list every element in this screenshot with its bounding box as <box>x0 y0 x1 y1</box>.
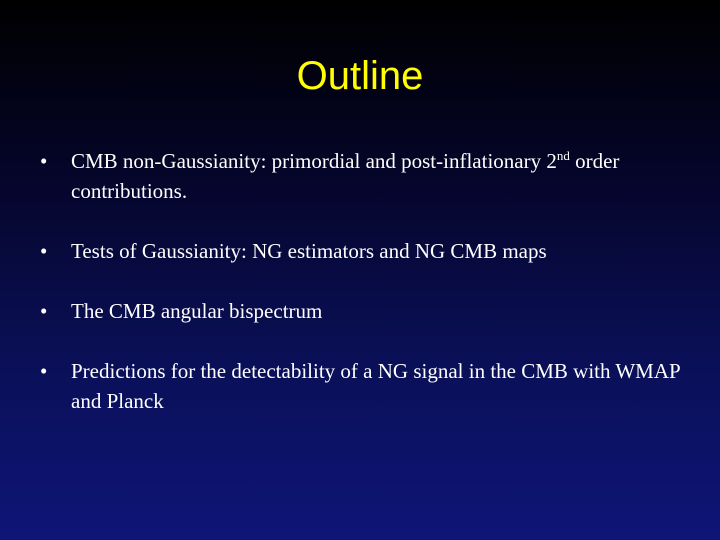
bullet-text: Tests of Gaussianity: NG estimators and NG CMB maps <box>71 239 547 263</box>
bullet-item-2 <box>40 236 680 266</box>
bullet-item-4 <box>40 356 680 416</box>
bullet-dot-icon: • <box>40 299 48 323</box>
bullet-text-main: CMB non-Gaussianity: primordial and post-inflationary 2 <box>71 149 557 173</box>
bullet-text: Predictions for the detectability of a NG signal in the CMB with WMAP and Planck <box>71 359 680 413</box>
bullet-dot-icon: • <box>40 359 48 383</box>
bullet-item-3 <box>40 296 680 326</box>
bullet-dot-icon: • <box>40 239 48 263</box>
bullet-item-1 <box>40 146 680 206</box>
bullet-text-continuation: order contributions. <box>71 149 620 203</box>
bullet-text <box>71 146 680 206</box>
slide-title: Outline <box>296 54 424 98</box>
bullet-text-superscript: nd <box>556 148 570 163</box>
bullet-dot-icon: • <box>40 149 48 173</box>
bullet-text: The CMB angular bispectrum <box>71 299 323 323</box>
